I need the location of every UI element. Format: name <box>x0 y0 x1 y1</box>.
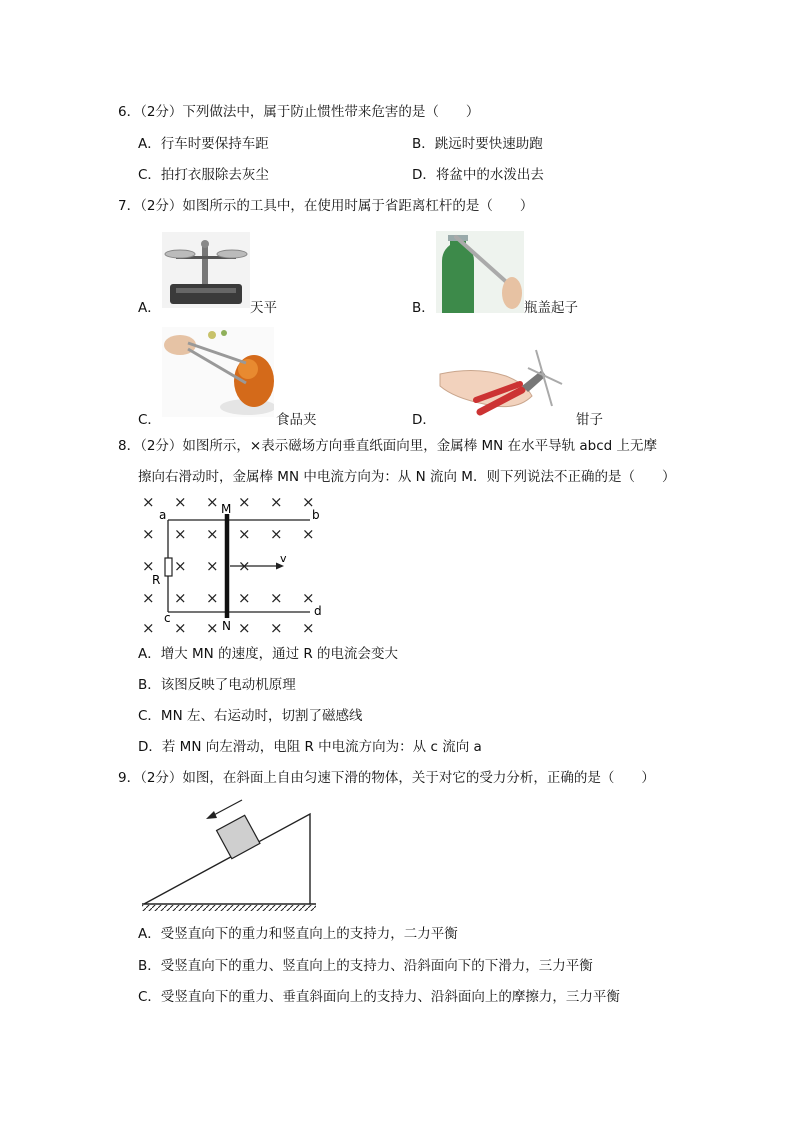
question-9-option-c: C．受竖直向下的重力、垂直斜面向上的支持力、沿斜面向上的摩擦力，三力平衡 <box>138 989 620 1005</box>
label-n: N <box>222 619 231 633</box>
svg-text:×: × <box>238 493 251 511</box>
svg-text:×: × <box>174 619 187 637</box>
question-7-option-a-caption: 天平 <box>250 300 277 316</box>
ground-hatching <box>142 905 316 911</box>
svg-text:×: × <box>270 525 283 543</box>
question-7-option-c-letter: C． <box>138 412 161 428</box>
svg-text:×: × <box>238 525 251 543</box>
svg-text:×: × <box>270 619 283 637</box>
question-8-option-b: B．该图反映了电动机原理 <box>138 677 296 693</box>
question-7-stem: 7．（2分）如图所示的工具中，在使用时属于省距离杠杆的是（ ） <box>118 198 534 214</box>
label-r: R <box>152 573 161 587</box>
svg-text:×: × <box>238 619 251 637</box>
resistor-r <box>165 558 172 576</box>
svg-text:×: × <box>142 525 155 543</box>
svg-text:×: × <box>206 557 219 575</box>
svg-text:×: × <box>174 525 187 543</box>
question-9-stem: 9．（2分）如图，在斜面上自由匀速下滑的物体，关于对它的受力分析，正确的是（ ） <box>118 770 655 786</box>
label-a: a <box>159 508 167 522</box>
label-c: c <box>164 611 171 625</box>
food-tongs-image <box>162 327 274 417</box>
question-9-option-b: B．受竖直向下的重力、竖直向上的支持力、沿斜面向下的下滑力，三力平衡 <box>138 958 593 974</box>
pliers-image <box>436 346 572 426</box>
svg-text:×: × <box>238 557 251 575</box>
svg-text:×: × <box>206 525 219 543</box>
question-7-option-d-caption: 钳子 <box>576 412 603 428</box>
question-7-option-c-caption: 食品夹 <box>276 412 317 428</box>
question-7-option-b-caption: 瓶盖起子 <box>524 300 578 316</box>
question-7-option-b-letter: B． <box>412 300 435 316</box>
question-8-option-d: D．若 MN 向左滑动，电阻 R 中电流方向为：从 c 流向 a <box>138 739 482 755</box>
label-m: M <box>221 502 232 516</box>
svg-text:×: × <box>206 619 219 637</box>
question-9-option-a: A．受竖直向下的重力和竖直向上的支持力，二力平衡 <box>138 926 458 942</box>
magnetic-rail-diagram <box>136 490 336 638</box>
incline-block-diagram <box>140 794 320 916</box>
svg-text:×: × <box>270 589 283 607</box>
svg-text:×: × <box>270 493 283 511</box>
question-8-option-a: A．增大 MN 的速度，通过 R 的电流会变大 <box>138 646 399 662</box>
label-d: d <box>314 604 322 618</box>
svg-text:×: × <box>302 493 315 511</box>
question-6-stem: 6．（2分）下列做法中，属于防止惯性带来危害的是（ ） <box>118 104 480 120</box>
question-7-option-a-letter: A． <box>138 300 161 316</box>
question-6-option-c: C．拍打衣服除去灰尘 <box>138 167 269 183</box>
svg-text:×: × <box>142 589 155 607</box>
svg-text:×: × <box>238 589 251 607</box>
label-b: b <box>312 508 320 522</box>
question-8-stem-line-1: 8．（2分）如图所示，×表示磁场方向垂直纸面向里，金属棒 MN 在水平导轨 abcd 上无摩 <box>118 438 657 454</box>
sliding-block <box>217 815 260 858</box>
svg-text:×: × <box>206 589 219 607</box>
svg-text:×: × <box>142 557 155 575</box>
svg-text:×: × <box>302 619 315 637</box>
question-6-option-d: D．将盆中的水泼出去 <box>412 167 544 183</box>
svg-text:×: × <box>174 493 187 511</box>
svg-text:×: × <box>142 619 155 637</box>
svg-text:×: × <box>206 493 219 511</box>
svg-text:×: × <box>142 493 155 511</box>
svg-text:×: × <box>302 589 315 607</box>
svg-text:×: × <box>174 589 187 607</box>
question-6-option-a: A．行车时要保持车距 <box>138 136 269 152</box>
label-v: v <box>280 552 287 565</box>
motion-arrow <box>212 800 242 816</box>
svg-text:×: × <box>174 557 187 575</box>
bottle-opener-image <box>436 231 524 313</box>
question-7-option-d-letter: D． <box>412 412 436 428</box>
svg-text:×: × <box>302 525 315 543</box>
question-8-option-c: C．MN 左、右运动时，切割了磁感线 <box>138 708 363 724</box>
question-6-option-b: B．跳远时要快速助跑 <box>412 136 543 152</box>
question-8-stem-line-2: 擦向右滑动时，金属棒 MN 中电流方向为：从 N 流向 M．则下列说法不正确的是（ ） <box>138 469 676 485</box>
balance-scale-image <box>162 232 250 308</box>
